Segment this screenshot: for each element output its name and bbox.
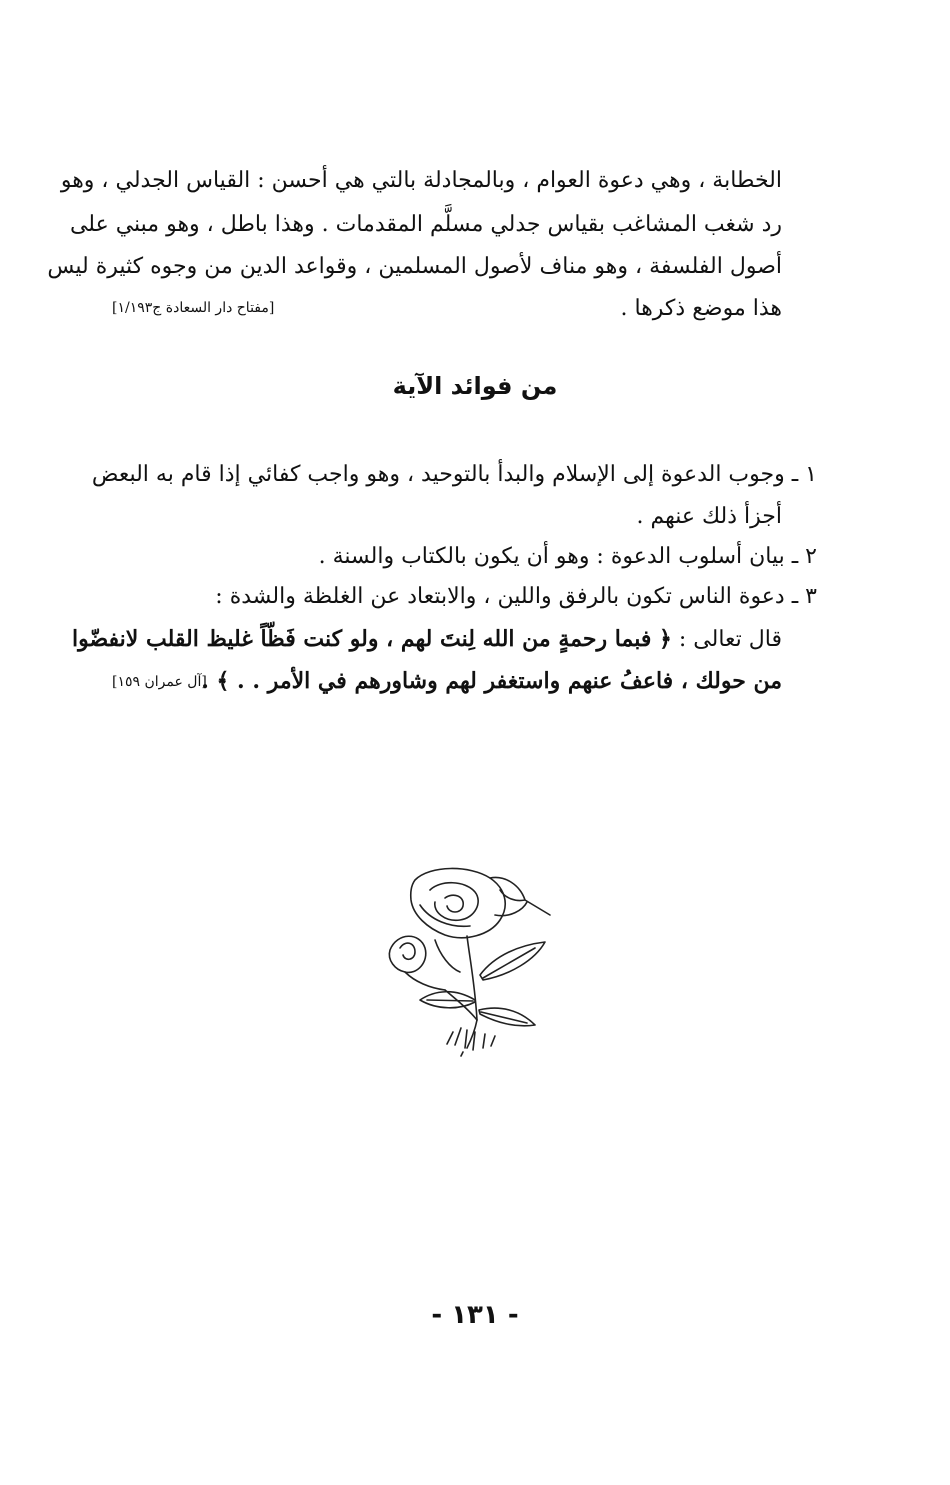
paragraph-line-2: رد شغب المشاغب بقياس جدلي مسلَّم المقدمات . وهذا باطل ، وهو مبني على — [69, 212, 782, 237]
paragraph-line-3: أصول الفلسفة ، وهو مناف لأصول المسلمين ، وقواعد الدين من وجوه كثيرة ليس — [47, 254, 782, 279]
list-item-2: ٢ ـ بيان أسلوب الدعوة : وهو أن يكون بالكتاب والسنة . — [318, 544, 817, 569]
section-heading: من فوائد الآية — [392, 372, 558, 400]
quran-verse-part-2: من حولك ، فاعفُ عنهم واستغفر لهم وشاورهم في الأمر . . ﴾ . — [201, 668, 782, 694]
list-item-1-line-1: ١ ـ وجوب الدعوة إلى الإسلام والبدأ بالتوحيد ، وهو واجب كفائي إذا قام به البعض — [91, 462, 817, 487]
paragraph-line-1: الخطابة ، وهي دعوة العوام ، وبالمجادلة بالتي هي أحسن : القياس الجدلي ، وهو — [60, 168, 782, 193]
rose-flower-icon — [375, 860, 565, 1060]
quote-line-1 — [72, 624, 782, 655]
quote-intro: قال تعالى : — [678, 627, 782, 652]
paragraph-line-4: هذا موضع ذكرها . — [620, 296, 782, 321]
verse-citation: [آل عمران ١٥٩] — [112, 674, 207, 690]
page-number: - ١٣١ - — [431, 1300, 519, 1330]
citation: [مفتاح دار السعادة ج١/١٩٣] — [112, 300, 275, 316]
quran-verse-part-1: ﴿ فبما رحمةٍ من الله لِنتَ لهم ، ولو كنت فَظّاً غليظ القلب لانفضّوا — [72, 626, 672, 652]
list-item-1-line-2: أجزأ ذلك عنهم . — [636, 504, 782, 529]
quote-line-2 — [201, 666, 782, 697]
list-item-3: ٣ ـ دعوة الناس تكون بالرفق واللين ، والابتعاد عن الغلظة والشدة : — [215, 584, 817, 609]
